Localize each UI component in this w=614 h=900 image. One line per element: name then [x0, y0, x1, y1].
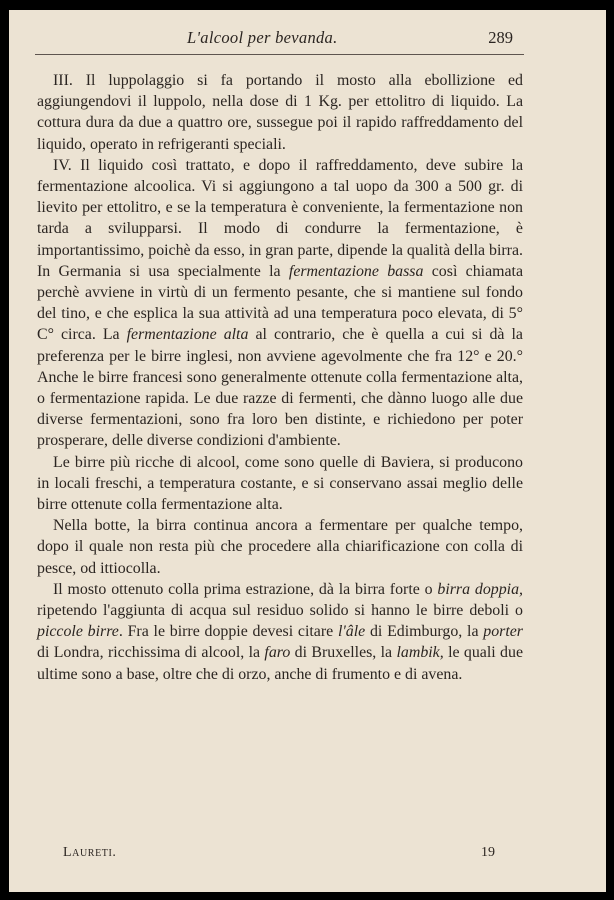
paragraph-birre-ricche: [37, 452, 523, 516]
italic-term: lambik,: [396, 644, 444, 662]
text-run: Nella botte, la birra continua ancora a fermentare per qualche tempo, dopo il quale non resta più che procedere alla chiarificazione con colla di pesce, od ittiocolla.: [37, 517, 523, 577]
italic-term: fermentazione bassa: [288, 262, 424, 280]
italic-term: fermentazione alta: [126, 326, 249, 344]
paragraph-luppolaggio: [37, 70, 523, 155]
signature-mark: Laureti.: [63, 845, 117, 860]
text-run: III. Il luppolaggio si fa portando il mosto alla ebollizione ed aggiungendovi il luppolo, nella dose di 1 Kg. per ettolitro di liquido. La cottura dura da due a quattro ore, sussegue poi il rapido raffreddamento del liquido, operato in refrigeranti speciali.: [37, 72, 523, 153]
book-page: [9, 10, 606, 892]
text-run: così chiamata perchè avviene in virtù di un fermento pesante, che si mantiene sul fondo del tino, e che esplica la sua attività ad una temperatura poco elevata, di 5° C° circa. La: [37, 262, 524, 344]
body-text: [37, 70, 523, 685]
page-footer: [9, 845, 606, 869]
signature-number: 19: [481, 845, 495, 860]
header-rule: [35, 54, 524, 55]
text-run: di Edimburgo, la: [365, 623, 484, 641]
italic-term: piccole birre: [37, 623, 119, 641]
italic-term: porter: [483, 623, 523, 641]
paragraph-fermentazione: [37, 155, 523, 452]
paragraph-mosto: [37, 579, 523, 685]
italic-term: birra doppia,: [437, 580, 523, 598]
italic-term: l'âle: [337, 623, 366, 641]
text-run: IV. Il liquido così trattato, e dopo il raffreddamento, deve subire la fermentazione alcoolica. Vi si aggiungono a tal uopo da 300 a 500 gr. di lievito per ettolitro, e se la temperatura è conveniente, la fermentazione non tarda a svilupparsi. Il modo di condurre la fermentazione, è importantissimo, poichè da esso, in gran parte, dipende la qualità della birra. In Germania si usa specialmente la: [37, 156, 523, 280]
text-run: . Fra le birre doppie devesi citare: [118, 623, 338, 641]
text-run: Le birre più ricche di alcool, come sono quelle di Baviera, si producono in locali freschi, a temperatura costante, e si conservano assai meglio delle birre ottenute colla fermentazione alta.: [37, 453, 523, 514]
running-header: [9, 28, 606, 52]
italic-term: faro: [264, 644, 291, 662]
text-run: di Bruxelles, la: [290, 644, 397, 662]
text-run: le quali due ultime sono a base, oltre che di orzo, anche di frumento e di avena.: [37, 644, 523, 683]
page-number: 289: [488, 28, 513, 47]
text-run: Il mosto ottenuto colla prima estrazione, dà la birra forte o: [53, 580, 438, 598]
running-title: L'alcool per bevanda.: [187, 28, 338, 47]
text-run: al contrario, che è quella a cui si dà la preferenza per le birre inglesi, non avviene agevolmente che fra 12° e 20.° Anche le birre francesi sono generalmente ottenute colla fermentazione alta, o fermentazione rapida. Le due razze di fermenti, che dànno luogo alle due diverse fermentazioni, sono fra loro ben distinte, e richiedono per poter prosperare, delle diverse condizioni d'ambiente.: [37, 326, 523, 450]
paragraph-botte: [37, 515, 523, 579]
text-run: ripetendo l'aggiunta di acqua sul residuo solido si hanno le birre deboli o: [37, 602, 523, 620]
text-run: di Londra, ricchissima di alcool, la: [37, 644, 265, 662]
